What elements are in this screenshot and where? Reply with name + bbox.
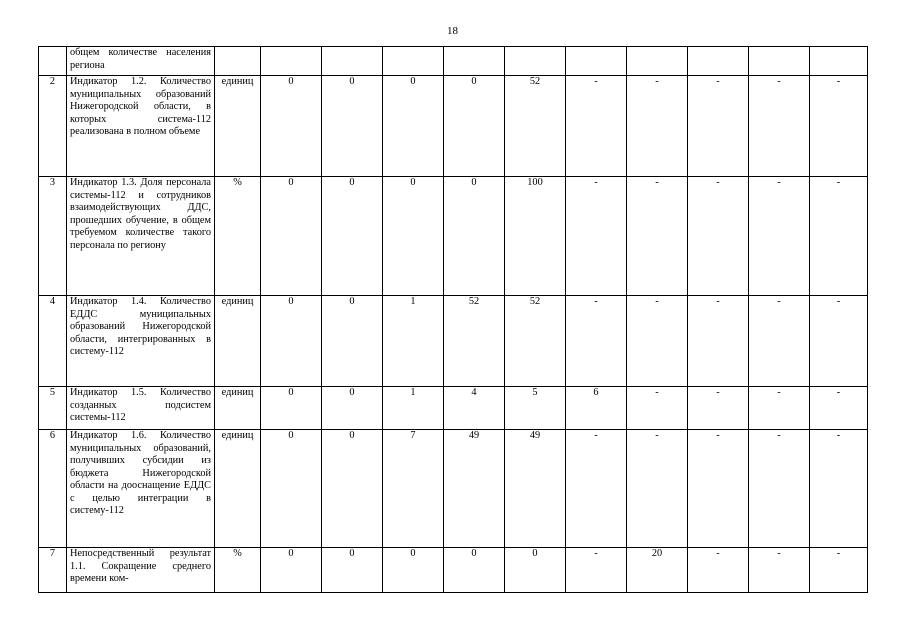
table-row xyxy=(39,296,868,387)
unit-cell: единиц xyxy=(215,296,261,387)
value-cell: 52 xyxy=(505,296,566,387)
value-cell: - xyxy=(566,296,627,387)
value-cell: 0 xyxy=(261,296,322,387)
value-cell: - xyxy=(688,177,749,296)
value-cell: - xyxy=(688,296,749,387)
value-cell: 5 xyxy=(505,387,566,430)
value-cell: - xyxy=(566,430,627,548)
row-number-cell: 6 xyxy=(39,430,67,548)
value-cell: - xyxy=(749,76,810,177)
value-cell: - xyxy=(749,430,810,548)
value-cell: - xyxy=(749,296,810,387)
value-cell: 0 xyxy=(444,177,505,296)
value-cell: - xyxy=(810,177,868,296)
value-cell: 49 xyxy=(505,430,566,548)
unit-cell: % xyxy=(215,177,261,296)
value-cell xyxy=(749,47,810,76)
value-cell: 0 xyxy=(322,548,383,593)
value-cell: - xyxy=(566,76,627,177)
value-cell: 49 xyxy=(444,430,505,548)
value-cell: - xyxy=(566,548,627,593)
value-cell: 4 xyxy=(444,387,505,430)
value-cell: 0 xyxy=(444,76,505,177)
indicator-name-cell: Непосредственный результат 1.1. Сокращение среднего времени ком- xyxy=(67,548,215,593)
table-row xyxy=(39,76,868,177)
value-cell: 1 xyxy=(383,296,444,387)
indicator-name-cell: общем количестве населения региона xyxy=(67,47,215,76)
table-row xyxy=(39,548,868,593)
value-cell: 1 xyxy=(383,387,444,430)
value-cell: 0 xyxy=(322,430,383,548)
value-cell: - xyxy=(688,387,749,430)
value-cell: 0 xyxy=(322,387,383,430)
value-cell: - xyxy=(627,430,688,548)
value-cell: - xyxy=(566,177,627,296)
value-cell: 0 xyxy=(383,76,444,177)
value-cell: - xyxy=(627,76,688,177)
row-number-cell: 4 xyxy=(39,296,67,387)
table-row xyxy=(39,430,868,548)
value-cell: 0 xyxy=(505,548,566,593)
value-cell: 100 xyxy=(505,177,566,296)
indicator-name-cell: Индикатор 1.3. Доля персонала системы-112 и сотрудников взаимодействующих ДДС, прошедших обучение, в общем требуемом количестве такого персонала по региону xyxy=(67,177,215,296)
row-number-cell: 3 xyxy=(39,177,67,296)
value-cell: - xyxy=(688,76,749,177)
value-cell xyxy=(322,47,383,76)
table-body xyxy=(39,47,868,593)
value-cell: - xyxy=(749,548,810,593)
table-row xyxy=(39,177,868,296)
value-cell: 0 xyxy=(383,548,444,593)
indicator-table xyxy=(38,46,868,593)
value-cell: - xyxy=(688,430,749,548)
row-number-cell: 2 xyxy=(39,76,67,177)
unit-cell: единиц xyxy=(215,387,261,430)
value-cell: - xyxy=(627,387,688,430)
row-number-cell: 5 xyxy=(39,387,67,430)
value-cell: - xyxy=(749,387,810,430)
indicator-name-cell: Индикатор 1.4. Количество ЕДДС муниципальных образований Нижегородской области, интегрированных в систему-112 xyxy=(67,296,215,387)
value-cell: 6 xyxy=(566,387,627,430)
value-cell: 52 xyxy=(505,76,566,177)
value-cell: 7 xyxy=(383,430,444,548)
value-cell: 20 xyxy=(627,548,688,593)
value-cell: - xyxy=(749,177,810,296)
value-cell: 0 xyxy=(261,387,322,430)
value-cell: 0 xyxy=(261,177,322,296)
unit-cell xyxy=(215,47,261,76)
value-cell: 0 xyxy=(322,296,383,387)
table-row xyxy=(39,387,868,430)
value-cell xyxy=(688,47,749,76)
value-cell: 0 xyxy=(261,548,322,593)
value-cell xyxy=(810,47,868,76)
value-cell xyxy=(566,47,627,76)
value-cell: - xyxy=(627,177,688,296)
row-number-cell xyxy=(39,47,67,76)
value-cell: 52 xyxy=(444,296,505,387)
value-cell: - xyxy=(810,387,868,430)
value-cell xyxy=(627,47,688,76)
row-number-cell: 7 xyxy=(39,548,67,593)
value-cell: - xyxy=(810,548,868,593)
unit-cell: единиц xyxy=(215,76,261,177)
indicator-name-cell: Индикатор 1.2. Количество муниципальных образований Нижегородской области, в которых система-112 реализована в полном объеме xyxy=(67,76,215,177)
indicator-name-cell: Индикатор 1.6. Количество муниципальных образований, получивших субсидии из бюджета Нижегородской области на дооснащение ЕДДС с целью интеграции в систему-112 xyxy=(67,430,215,548)
unit-cell: % xyxy=(215,548,261,593)
page-number: 18 xyxy=(447,25,458,37)
value-cell xyxy=(383,47,444,76)
value-cell: 0 xyxy=(261,430,322,548)
value-cell: 0 xyxy=(322,177,383,296)
value-cell: - xyxy=(810,76,868,177)
unit-cell: единиц xyxy=(215,430,261,548)
value-cell: - xyxy=(627,296,688,387)
value-cell: - xyxy=(810,430,868,548)
indicator-name-cell: Индикатор 1.5. Количество созданных подсистем системы-112 xyxy=(67,387,215,430)
value-cell: 0 xyxy=(444,548,505,593)
value-cell: - xyxy=(810,296,868,387)
value-cell xyxy=(444,47,505,76)
table-row xyxy=(39,47,868,76)
value-cell: 0 xyxy=(322,76,383,177)
value-cell xyxy=(505,47,566,76)
value-cell: 0 xyxy=(383,177,444,296)
value-cell xyxy=(261,47,322,76)
value-cell: - xyxy=(688,548,749,593)
value-cell: 0 xyxy=(261,76,322,177)
